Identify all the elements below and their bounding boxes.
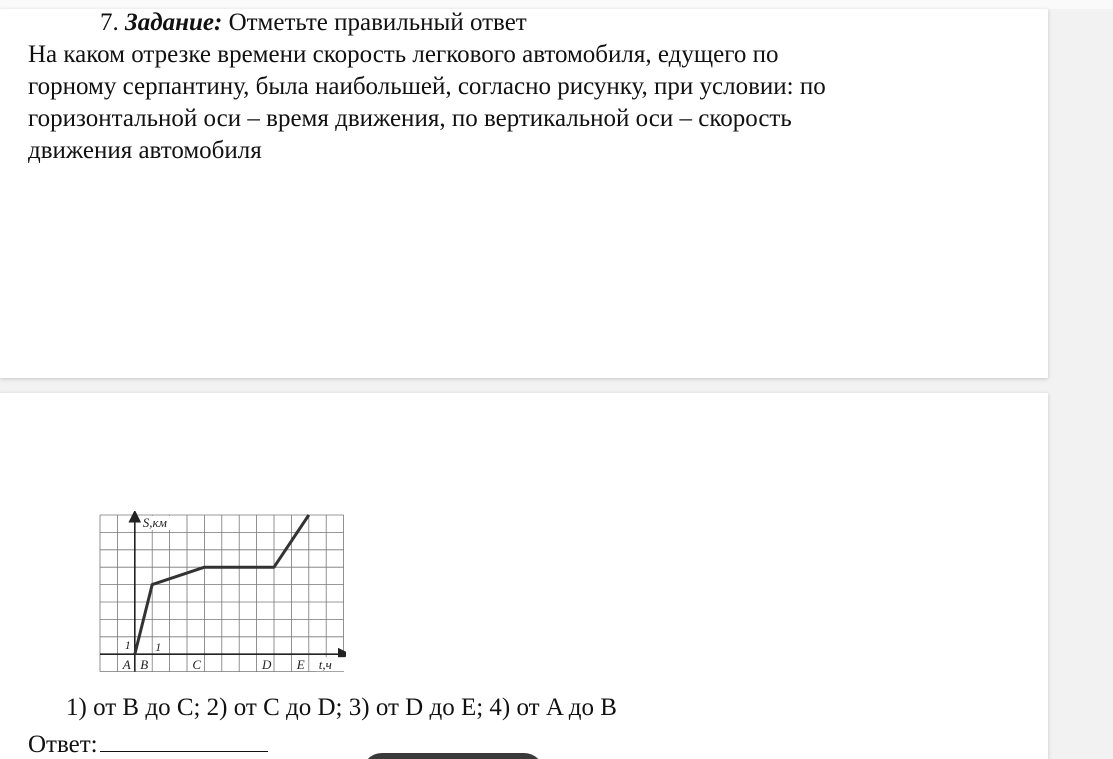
- answer-blank[interactable]: [100, 729, 268, 752]
- floating-button[interactable]: [362, 753, 544, 759]
- point-labels: [122, 657, 305, 672]
- task-label: Задание:: [125, 9, 223, 36]
- point-label-e: E: [296, 657, 305, 673]
- question-text: [28, 39, 968, 167]
- point-label-d: D: [262, 657, 272, 673]
- distance-time-chart: [96, 511, 346, 681]
- y-unit-tick-label: 1: [124, 637, 131, 652]
- question-line: движения автомобиля: [28, 137, 262, 164]
- document-page-1: [0, 9, 1048, 378]
- y-axis-label: S,км: [142, 515, 167, 530]
- question-line: горизонтальной оси – время движения, по вертикальной оси – скорость: [28, 105, 792, 132]
- task-number: 7.: [100, 9, 119, 36]
- task-instruction: Отметьте правильный ответ: [228, 9, 527, 36]
- point-label-b: B: [140, 657, 149, 673]
- top-strip: [0, 0, 1113, 9]
- document-page-2: [0, 393, 1048, 759]
- point-label-c: C: [192, 657, 202, 673]
- x-axis-label: t,ч: [318, 657, 332, 673]
- question-line: горному серпантину, была наибольшей, согласно рисунку, при условии: по: [28, 73, 826, 100]
- answer-options: 1) от B до C; 2) от C до D; 3) от D до E; 4) от A до B: [66, 694, 617, 721]
- answer-label: Ответ:: [28, 731, 98, 758]
- task-heading: [100, 9, 527, 37]
- question-line: На каком отрезке времени скорость легкового автомобиля, едущего по: [28, 41, 779, 68]
- x-unit-tick-label: 1: [155, 640, 162, 655]
- answer-row: [28, 729, 268, 759]
- point-label-a: A: [122, 657, 131, 673]
